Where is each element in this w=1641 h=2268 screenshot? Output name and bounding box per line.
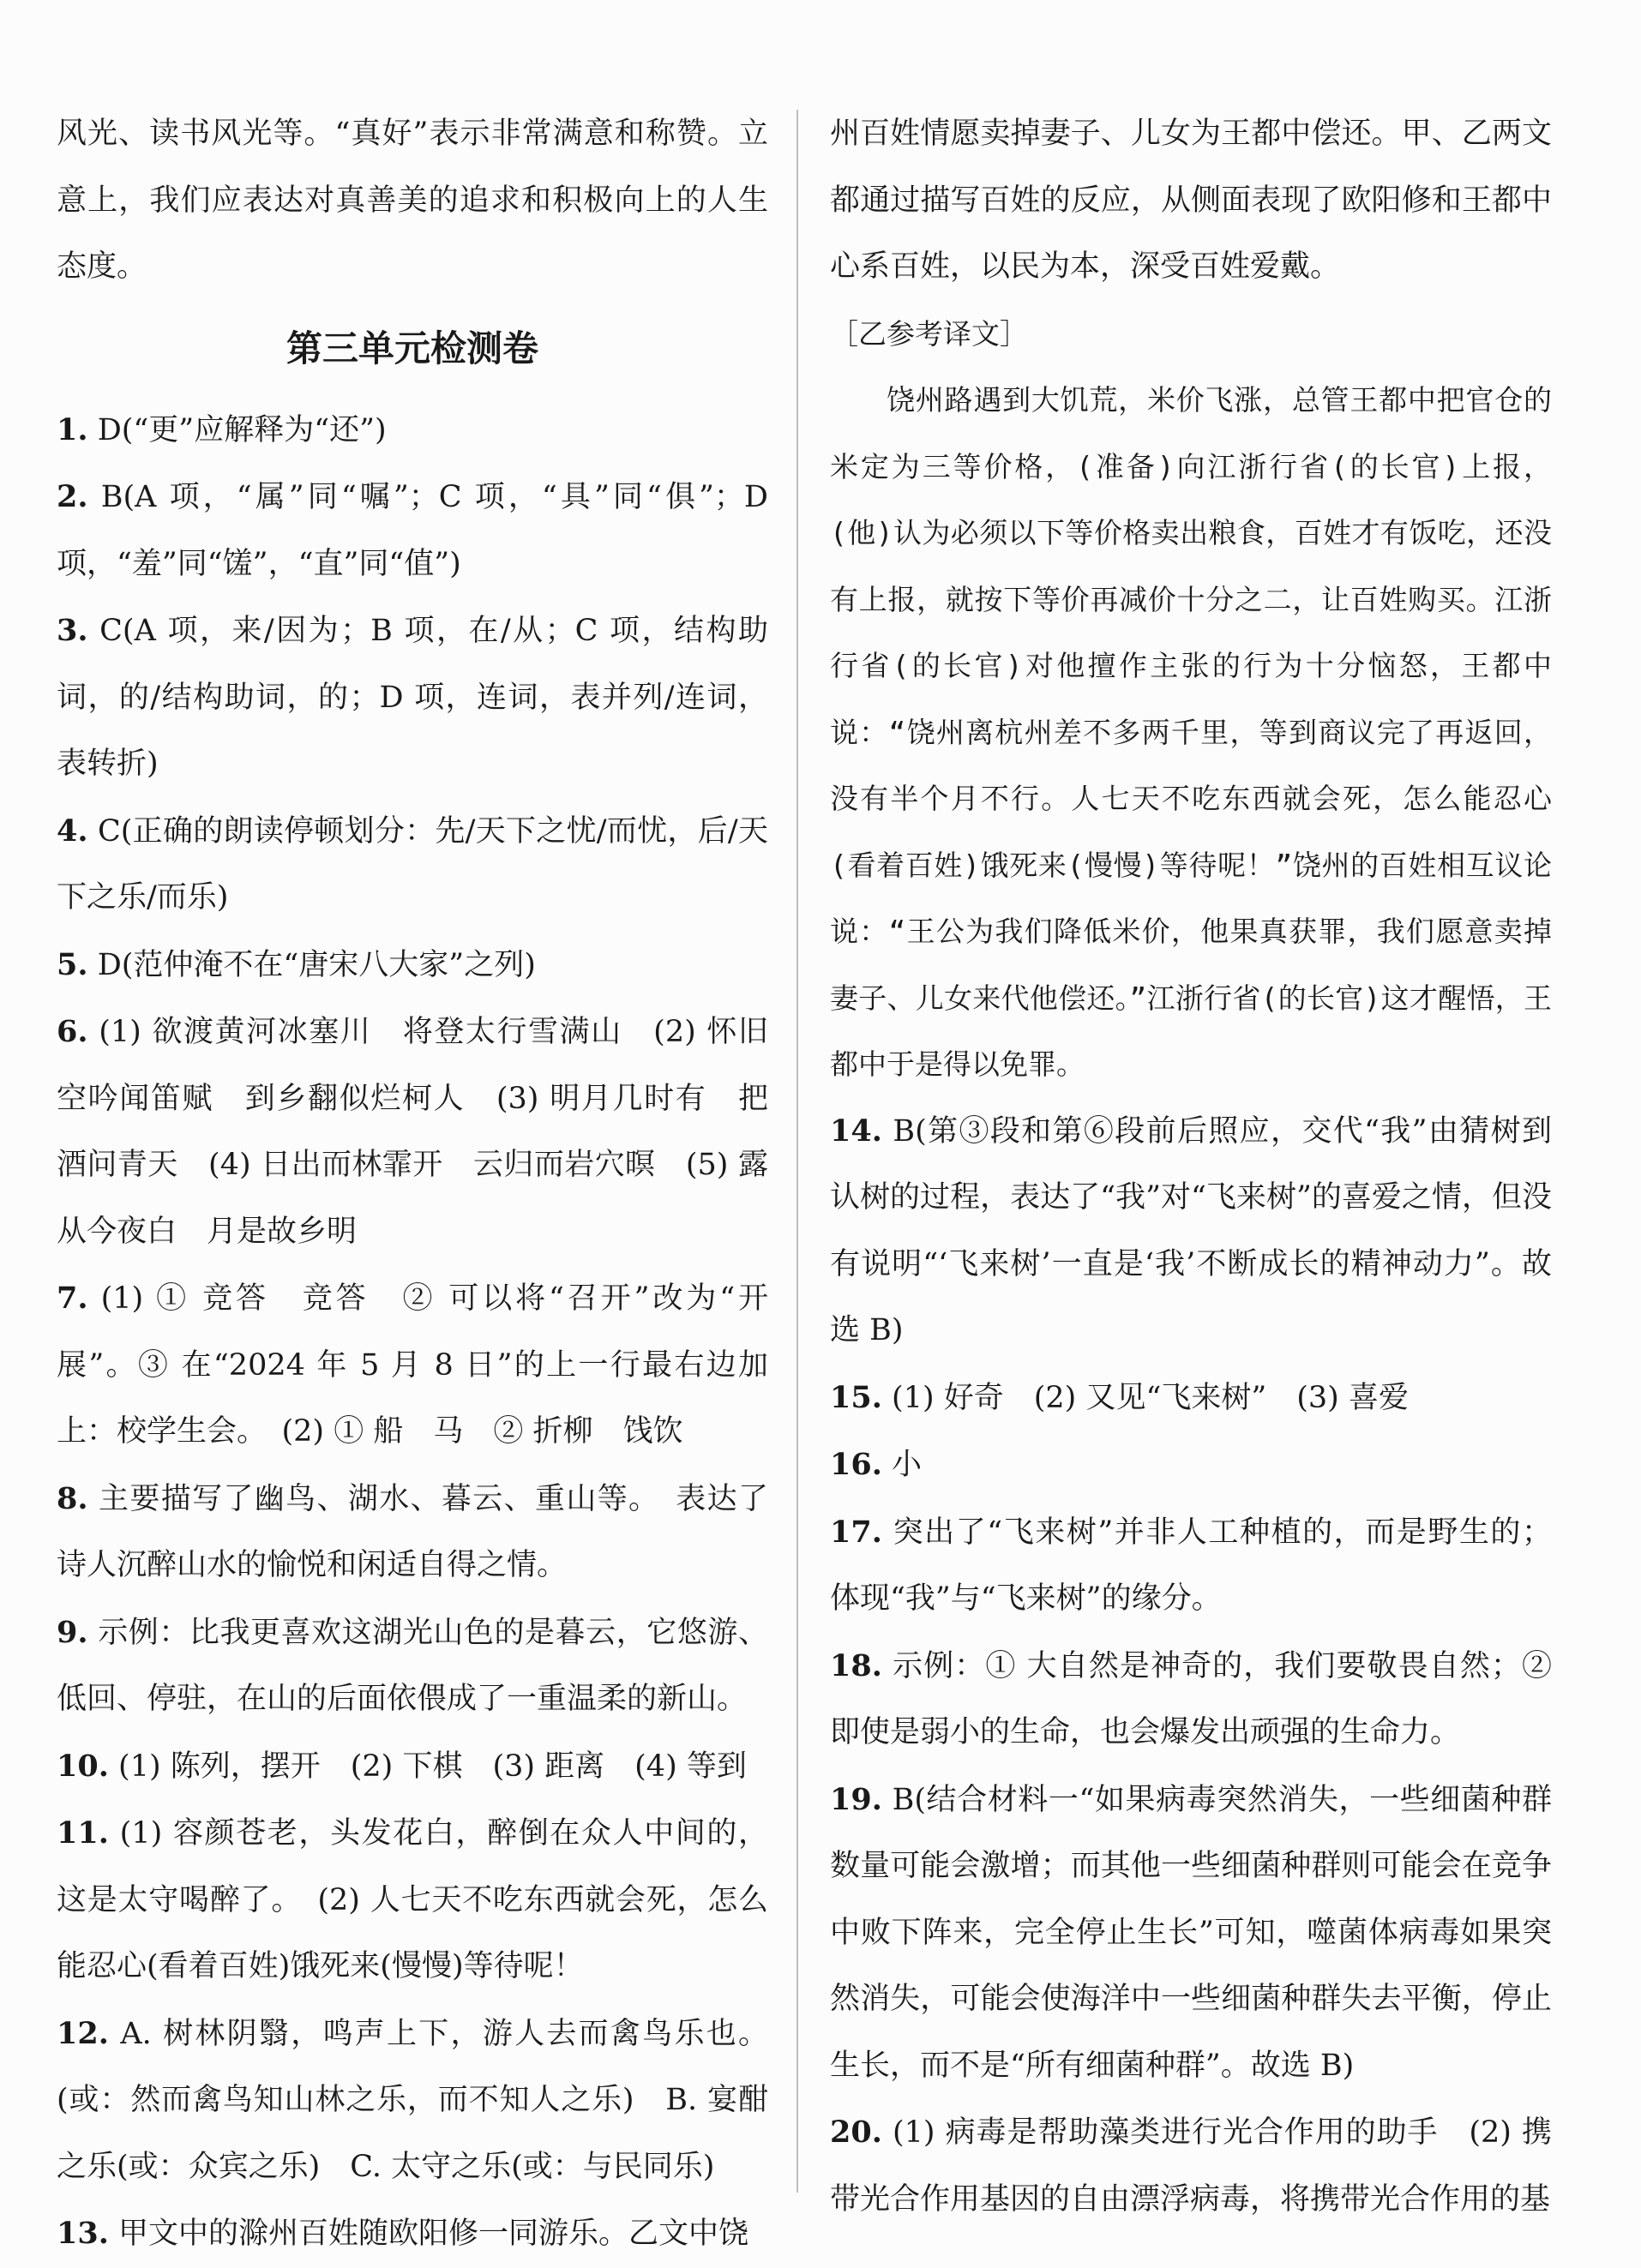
answer-item (57, 1265, 768, 1466)
item-text: 主要描写了幽鸟、湖水、暮云、重山等。 表达了诗人沉醉山水的愉悦和闲适自得之情。 (57, 1481, 768, 1582)
item-number: 7. (57, 1281, 88, 1316)
item-number: 4. (57, 813, 88, 849)
item-text: A. 树林阴翳，鸣声上下，游人去而禽鸟乐也。(或：然而禽鸟知山林之乐，而不知人之乐) B. 宴酣之乐(或：众宾之乐) C. 太守之乐(或：与民同乐) (57, 2016, 768, 2184)
item-number: 14. (830, 1113, 882, 1149)
left-column (57, 101, 768, 2268)
item-text: (1) 欲渡黄河冰塞川 将登太行雪满山 (2) 怀旧空吟闻笛赋 到乡翻似烂柯人 (3) 明月几时有 把酒问青天 (4) 日出而林霏开 云归而岩穴暝 (5) 露从今夜白 月是故乡明 (57, 1015, 768, 1249)
item-text: 甲文中的滁州百姓随欧阳修一同游乐。乙文中饶 (118, 2217, 749, 2251)
answer-item (57, 2001, 768, 2201)
answer-item (57, 1800, 768, 2001)
answer-item (57, 798, 768, 932)
item-number: 3. (57, 613, 88, 648)
answer-item (830, 1499, 1552, 1633)
item-number: 11. (57, 1815, 109, 1851)
right-answer-list (830, 1098, 1552, 2234)
answer-item (830, 1431, 1552, 1499)
item-number: 17. (830, 1514, 882, 1550)
continuation-paragraph: 州百姓情愿卖掉妻子、儿女为王都中偿还。甲、乙两文都通过描写百姓的反应，从侧面表现了欧阳修和王都中心系百姓，以民为本，深受百姓爱戴。 (830, 117, 1552, 284)
item-text: 示例：比我更喜欢这湖光山色的是暮云，它悠游、低回、停驻，在山的后面依偎成了一重温柔的新山。 (57, 1615, 768, 1716)
item-text: B(A 项，“属”同“嘱”；C 项，“具”同“俱”；D 项，“羞”同“馐”，“直”同“值”) (57, 480, 768, 581)
answer-item (57, 397, 768, 465)
item-number: 9. (57, 1614, 88, 1650)
item-text: (1) 陈列，摆开 (2) 下棋 (3) 距离 (4) 等到 (118, 1749, 747, 1784)
item-number: 5. (57, 946, 88, 982)
section-title: 第三单元检测卷 (286, 327, 538, 369)
item-text: B(第③段和第⑥段前后照应，交代“我”由猜树到认树的过程，表达了“我”对“飞来树”的喜爱之情，但没有说明“‘飞来树’一直是‘我’不断成长的精神动力”。故选 B) (830, 1113, 1552, 1347)
answer-item (57, 1733, 768, 1801)
item-number: 18. (830, 1647, 882, 1683)
item-number: 19. (830, 1781, 882, 1817)
item-number: 10. (57, 1748, 109, 1784)
answer-item (57, 1466, 768, 1599)
answer-item (830, 1098, 1552, 1365)
answer-item (830, 1365, 1552, 1432)
answer-item (830, 1633, 1552, 1767)
item-text: (1) 好奇 (2) 又见“飞来树” (3) 喜爱 (892, 1380, 1409, 1415)
item-text: C(正确的朗读停顿划分：先/天下之忧/而忧，后/天下之乐/而乐) (57, 813, 768, 915)
answer-item (830, 1767, 1552, 2100)
item-text: (1) ① 竞答 竞答 ② 可以将“召开”改为“开展”。③ 在“2024 年 5 月 8 日”的上一行最右边加上：校学生会。 (2) ① 船 马 ② 折柳 饯饮 (57, 1281, 768, 1449)
item-number: 6. (57, 1014, 88, 1049)
translation-paragraph: 饶州路遇到大饥荒，米价飞涨，总管王都中把官仓的米定为三等价格，(准备)向江浙行省(的长官)上报，(他)认为必须以下等价格卖出粮食，百姓才有饭吃，还没有上报，就按下等价再减价十分之二，让百姓购买。江浙行省(的长官)对他擅作主张的行为十分恼怒，王都中说：“饶州离杭州差不多两千里，等到商议完了再返回，没有半个月不行。人七天不吃东西就会死，怎么能忍心(看着百姓)饿死来(慢慢)等待呢！”饶州的百姓相互议论说：“王公为我们降低米价，他果真获罪，我们愿意卖掉妻子、儿女来代他偿还。”江浙行省(的长官)这才醒悟，王都中于是得以免罪。 (830, 383, 1552, 1081)
answer-item (57, 999, 768, 1265)
answer-item (57, 464, 768, 597)
translation-label: ［乙参考译文］ (830, 316, 1028, 351)
answer-item (57, 932, 768, 999)
item-number: 2. (57, 479, 88, 514)
item-number: 20. (830, 2115, 882, 2150)
item-number: 15. (830, 1379, 882, 1415)
item-text: (1) 容颜苍老，头发花白，醉倒在众人中间的，这是太守喝醉了。 (2) 人七天不吃东西就会死，怎么能忍心(看着百姓)饿死来(慢慢)等待呢！ (57, 1816, 768, 1983)
item-text: 示例：① 大自然是神奇的，我们要敬畏自然；② 即使是弱小的生命，也会爆发出顽强的生命力。 (830, 1648, 1552, 1749)
item-text: C(A 项，来/因为；B 项，在/从；C 项，结构助词，的/结构助词，的；D 项，连词，表并列/连词，表转折) (57, 614, 768, 781)
left-answer-list (57, 397, 768, 2268)
item-text: 小 (892, 1448, 923, 1482)
item-number: 1. (57, 411, 88, 447)
item-number: 12. (57, 2015, 109, 2051)
item-text: 突出了“飞来树”并非人工种植的，而是野生的；体现“我”与“飞来树”的缘分。 (830, 1515, 1552, 1616)
item-text: D(范仲淹不在“唐宋八大家”之列) (97, 947, 536, 982)
answer-item (57, 597, 768, 798)
answer-item (57, 1599, 768, 1733)
item-number: 8. (57, 1480, 88, 1516)
answer-item (57, 2200, 768, 2268)
item-text: B(结合材料一“如果病毒突然消失，一些细菌种群数量可能会激增；而其他一些细菌种群则可能会在竞争中败下阵来，完全停止生长”可知，噬菌体病毒如果突然消失，可能会使海洋中一些细菌种群失去平衡，停止生长，而不是“所有细菌种群”。故选 B) (830, 1782, 1552, 2083)
item-number: 13. (57, 2216, 109, 2251)
item-text: (1) 病毒是帮助藻类进行光合作用的助手 (2) 携带光合作用基因的自由漂浮病毒，将携带光合作用的基 (830, 2115, 1552, 2217)
column-divider (796, 110, 798, 2193)
item-text: D(“更”应解释为“还”) (97, 412, 387, 447)
item-number: 16. (830, 1447, 882, 1482)
right-column (830, 101, 1552, 2233)
answer-item (830, 2099, 1552, 2233)
intro-paragraph: 风光、读书风光等。“真好”表示非常满意和称赞。立意上，我们应表达对真善美的追求和积极向上的人生态度。 (57, 117, 768, 284)
